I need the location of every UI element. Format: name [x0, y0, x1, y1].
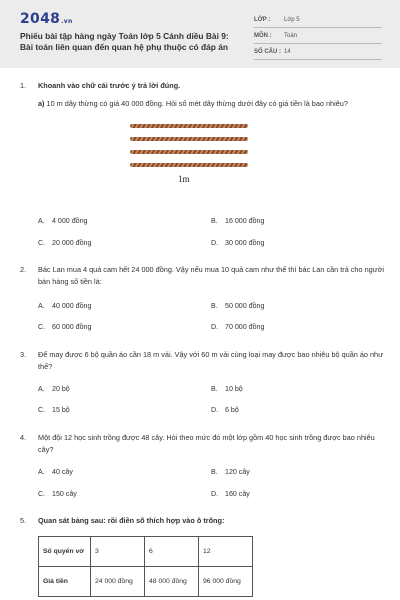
question-number: 1.	[20, 81, 27, 90]
table-row-header: Giá tiền	[39, 567, 91, 597]
meta-count-row	[254, 46, 382, 60]
table-row-header: Số quyển vở	[39, 537, 91, 567]
page-header	[0, 0, 400, 68]
meta-subject-row	[254, 30, 382, 44]
question-text: Khoanh vào chữ cái trước ý trả lời đúng.	[38, 81, 181, 90]
document-title: Phiếu bài tập hàng ngày Toán lớp 5 Cánh diều Bài 9: Bài toán liên quan đến quan hệ phụ thuộc có đáp án	[20, 31, 229, 52]
option-2a[interactable]: A. 40 000 đồng	[38, 302, 92, 310]
sub-question-text: 10 m dây thừng có giá 40 000 đồng. Hỏi số mét dây thừng dưới đây có giá tiền là bao nhiêu?	[46, 99, 348, 108]
question-text: Để may được 6 bộ quần áo cần 18 m vải. Vậy với 60 m vải cùng loại may được bao nhiêu bộ quần áo như thế?	[38, 350, 383, 371]
option-4c[interactable]: C. 150 cây	[38, 490, 77, 498]
table-row	[39, 567, 253, 597]
question-1a	[38, 99, 348, 108]
meta-count-key: SỐ CÂU :	[254, 49, 281, 55]
option-1c[interactable]: C. 20 000 đồng	[38, 239, 92, 247]
option-3d[interactable]: D. 6 bộ	[211, 406, 239, 414]
option-3c[interactable]: C. 15 bộ	[38, 406, 70, 414]
option-4a[interactable]: A. 40 cây	[38, 468, 73, 476]
question-number: 3.	[20, 350, 27, 359]
data-table	[38, 536, 253, 597]
table-cell: 96 000 đồng	[199, 567, 253, 597]
option-3a[interactable]: A. 20 bộ	[38, 385, 70, 393]
option-4d[interactable]: D. 160 cây	[211, 490, 250, 498]
table-cell: 6	[145, 537, 199, 567]
question-number: 4.	[20, 433, 27, 442]
option-1b[interactable]: B. 16 000 đồng	[211, 217, 265, 225]
rope-2	[130, 137, 248, 141]
question-text: Một đội 12 học sinh trồng được 48 cây. Hỏi theo mức đó một lớp gồm 40 học sinh trồng được bao nhiêu cây?	[38, 433, 375, 454]
table-cell: 48 000 đồng	[145, 567, 199, 597]
rope-3	[130, 150, 248, 154]
sub-question-label: a)	[38, 99, 45, 108]
rope-1	[130, 124, 248, 128]
rope-figure	[130, 122, 248, 186]
meta-subject-value: Toán	[284, 33, 298, 39]
rope-4	[130, 163, 248, 167]
question-number: 5.	[20, 516, 27, 525]
meta-subject-key: MÔN :	[254, 33, 272, 39]
logo-sub: .vn	[61, 18, 73, 25]
option-2d[interactable]: D. 70 000 đồng	[211, 323, 265, 331]
table-cell: 3	[91, 537, 145, 567]
site-logo[interactable]	[20, 11, 73, 27]
meta-class-value: Lớp 5	[284, 17, 300, 23]
option-1a[interactable]: A. 4 000 đồng	[38, 217, 88, 225]
option-1d[interactable]: D. 30 000 đồng	[211, 239, 265, 247]
meta-class-key: LỚP :	[254, 17, 271, 23]
question-number: 2.	[20, 265, 27, 274]
meta-count-value: 14	[284, 49, 291, 55]
rope-length-label: 1m	[178, 174, 190, 184]
option-3b[interactable]: B. 10 bộ	[211, 385, 243, 393]
option-2b[interactable]: B. 50 000 đồng	[211, 302, 265, 310]
table-cell: 24 000 đồng	[91, 567, 145, 597]
question-text: Bác Lan mua 4 quả cam hết 24 000 đồng. Vậy nếu mua 10 quả cam như thế thì bác Lan cần trả cho người bán hàng số tiền là:	[38, 265, 384, 286]
table-cell: 12	[199, 537, 253, 567]
logo-main: 2048	[20, 11, 61, 27]
question-text: Quan sát bảng sau: rồi điền số thích hợp vào ô trống:	[38, 516, 225, 525]
option-4b[interactable]: B. 120 cây	[211, 468, 250, 476]
meta-class-row	[254, 14, 382, 28]
table-row	[39, 537, 253, 567]
option-2c[interactable]: C. 60 000 đồng	[38, 323, 92, 331]
